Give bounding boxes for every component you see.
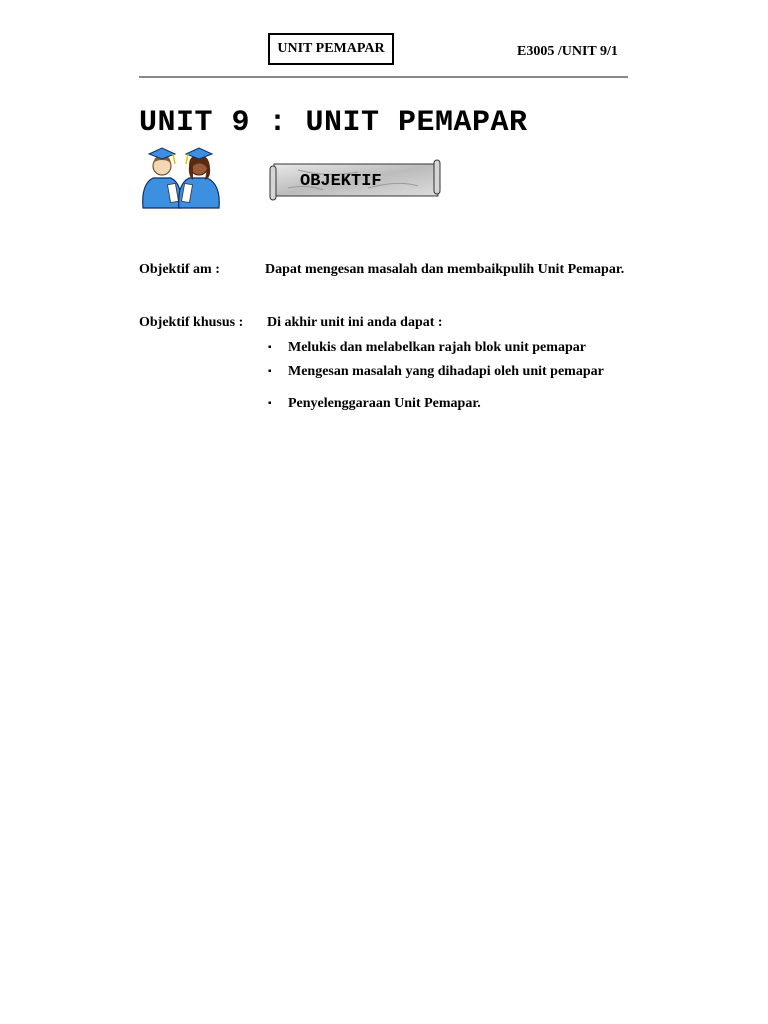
page-title: UNIT 9 : UNIT PEMAPAR — [139, 106, 528, 140]
specific-objective-intro: Di akhir unit ini anda dapat : — [267, 315, 443, 330]
bullet-marker: ▪ — [268, 342, 272, 353]
graduates-icon — [139, 144, 223, 210]
general-objective-label: Objektif am : — [139, 262, 220, 277]
header-divider — [139, 76, 628, 78]
list-item: Penyelenggaraan Unit Pemapar. — [288, 396, 481, 411]
general-objective-text: Dapat mengesan masalah dan membaikpulih Unit Pemapar. — [265, 262, 625, 277]
specific-objective-label: Objektif khusus : — [139, 315, 244, 330]
header-unit-label: UNIT PEMAPAR — [277, 41, 385, 56]
objektif-label: OBJEKTIF — [300, 172, 382, 191]
bullet-marker: ▪ — [268, 398, 272, 409]
list-item: Mengesan masalah yang dihadapi oleh unit pemapar — [288, 364, 604, 379]
header-unit-box — [268, 33, 394, 65]
list-item: Melukis dan melabelkan rajah blok unit pemapar — [288, 340, 586, 355]
header-page-code: E3005 /UNIT 9/1 — [517, 44, 618, 59]
bullet-marker: ▪ — [268, 366, 272, 377]
